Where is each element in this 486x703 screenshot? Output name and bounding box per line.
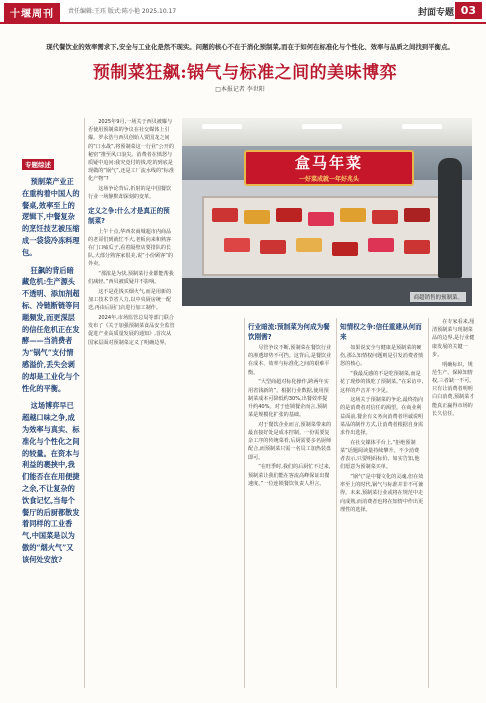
food-package — [340, 208, 366, 222]
photo-caption: 商超销售的预制菜。 — [410, 292, 466, 302]
column-divider — [428, 318, 429, 688]
body-paragraph: 在专家看来,厘清预制菜与现制菜品的边界,是行业健康发展的关键一步。 — [432, 319, 475, 358]
body-paragraph: “我最反感的不是吃预制菜,而是花了现炒的钱吃了预制菜。”在采访中,这样的声音并不少见。 — [340, 371, 424, 394]
editor-meta: 责任编辑:王珏 版式:陈小艳 2025.10.17 — [68, 8, 177, 15]
freezer-case — [202, 196, 462, 276]
article-title: 预制菜狂飙:锅气与标准之间的美味博弈 — [92, 63, 398, 83]
food-package — [260, 240, 286, 254]
article-column-3 — [340, 318, 424, 516]
column-divider — [84, 118, 85, 688]
section-subhead: 定义之争:什么才是真正的预制菜? — [88, 206, 170, 225]
paper-name: 十堰周刊 — [4, 3, 60, 22]
food-package — [296, 238, 322, 252]
sign-subtitle: 一好菜成就一年好兆头 — [298, 176, 359, 183]
masthead — [0, 0, 486, 22]
shopper-silhouette — [438, 158, 462, 278]
body-paragraph: 上午十点,华西农商城超市内商品的老哥们到就忙不大,老板向来和熟客在门口嗑瓜子,看着隔壁店要排队的长队,大部分熟客家很美,说“小份顾客”的外卖。 — [88, 228, 173, 268]
food-package — [308, 212, 334, 226]
food-package — [224, 238, 250, 252]
byline: □本报记者 李世阳 — [215, 86, 265, 93]
photo-ceiling — [182, 118, 472, 146]
article-column-2 — [248, 318, 332, 489]
body-paragraph: 这不是花钱买烟火气,而是用新的加工技术节省人力,以中央厨房统一配送,再由后厨门店进行加工制作。 — [88, 288, 172, 312]
body-paragraph: “锅气”是中餐文化的灵魂,但在效率至上的时代,锅气与标准并非不可兼得。未来,预制菜行业或将在规范中走向成熟,而消费者也将在知情中作出更理性的选择。 — [340, 474, 424, 513]
food-package — [368, 238, 394, 252]
sidebar-paragraph: 狂飙的背后暗藏危机:生产源头不透明、添加剂超标、冷链断链等问题频发,而更深层的信任危机正在发酵——当消费者为“锅气”支付情感溢价,丢失会剥的却是工业化与个性化的平衡。 — [22, 265, 80, 393]
food-package — [404, 240, 430, 254]
body-paragraph: 这场争论背后,折射的是中国餐饮行业一场静默却深刻的变革。 — [88, 186, 172, 201]
article-photo — [182, 118, 472, 306]
column-divider — [336, 318, 337, 688]
food-package — [212, 208, 238, 222]
masthead-rule — [0, 22, 486, 24]
ceiling-light — [202, 124, 242, 129]
food-package — [276, 208, 302, 222]
body-paragraph: 这场关于预制菜的争论,最终指向的是消费者对信任的渴望。在商业利益面前,餐企有义务向消费者坦诚说明菜品的制作方式,让消费者根据自身需求作出选择。 — [340, 397, 424, 437]
section-subhead: 知情权之争:信任重建从何而来 — [340, 323, 422, 341]
article-column-1 — [88, 118, 175, 348]
section-subhead: 行业暗流:预制菜为何成为餐饮刚需? — [248, 323, 330, 341]
body-paragraph: 尽管争议不断,预制菜在餐饮行业的渗透却势不可挡。这背后,是餐饮业在成本、效率与标准化之间的艰难平衡。 — [248, 345, 332, 376]
article-column-4 — [432, 318, 476, 419]
body-paragraph: “大型商超对标化操作,跨两年实用省钱新的”。根据行业数据,使用预制菜成本可降低约30%,出餐效率提升约40%。对于连锁餐企而言,预制菜是规模化扩张的基础。 — [248, 379, 329, 419]
sign-title: 盒马年菜 — [294, 154, 363, 172]
sidebar-summary — [22, 152, 80, 572]
column-divider — [244, 318, 245, 688]
ceiling-light — [302, 124, 342, 129]
section-title: 封面专题 — [417, 8, 454, 18]
body-paragraph: 2024年,市场监管总局等部门联合发布了《关于加强预制菜食品安全监管 促进产业高质量发展的通知》,首次从国家层面对预制菜定义了明确边界。 — [88, 315, 175, 346]
body-paragraph: “那浓是为快,预制菜行业都能帮我们减轻。”西贝被质疑并不影响。 — [88, 271, 174, 286]
store-sign — [244, 150, 414, 186]
body-paragraph: 在社交媒体平台上,“拒绝预制菜”话题阅读量持续攀升。不少消费者表示,只要明码标价、如实告知,他们愿意为预制菜买单。 — [340, 439, 420, 471]
body-paragraph: 如果说安全与健康是预制菜的硬伤,那么知情权问题则是引发消费者愤怒的核心。 — [340, 345, 424, 368]
sidebar-paragraph: 预制菜产业正在重构着中国人的餐桌,效率至上的逻辑下,中餐复杂的烹饪技艺被压缩成一袋袋冷冻料理包。 — [22, 177, 80, 257]
body-paragraph: 2025年9月,一场关于西贝被曝与否使用预制菜的争议在社交媒体上引爆。罗永浩与西贝创始人贾国龙之间的“口水战”,将预制菜这一行业“公开的秘密”推至风口浪尖。消费者在愤怒与质疑中追问:我究竟付的钱,吃的到底是现做的“锅气”,还是工厂流水线的“标准化产物”? — [88, 119, 174, 183]
body-paragraph: 明确标识、规范生产、保障知情权,三者缺一不可。只有让消费者明明白白消费,预制菜才能真正赢得市场的长久信任。 — [432, 361, 475, 417]
ceiling-light — [402, 124, 442, 129]
body-paragraph: 对于餐饮企业而言,预制菜带来的最直接好处是成本控制。一份需要复杂工序的传统菜肴,后厨需要多名厨师配合,而预制菜只需一名员工加热装盘即可。 — [248, 421, 332, 461]
page-number: 03 — [455, 2, 482, 19]
sidebar-paragraph: 这场博弈早已超越口味之争,成为效率与真实、标准化与个性化之间的较量。在资本与利益的裹挟中,我们能否在在用便捷之余,不让复杂的饮食记忆,当每个餐厅的后厨都散发着同样的工业香气,中国菜是以为傲的“烟火气”又该何处安放? — [22, 401, 80, 564]
body-paragraph: “在旺季时,我们的后厨忙不过来,预制菜让我们能在客流高峰保证出餐速度。”一位连锁餐饮负责人坦言。 — [248, 464, 331, 487]
food-package — [404, 208, 430, 222]
food-package — [244, 210, 270, 224]
food-package — [372, 210, 398, 224]
sidebar-tag: 专题综述 — [22, 159, 54, 170]
lead-deck: 现代餐饮业的效率需求下,安全与工业化是然不现实。问题的核心不在于消化预制菜,而在于如何在标准化与个性化、效率与品质之间找到平衡点。 — [46, 43, 454, 51]
food-package — [332, 242, 358, 256]
